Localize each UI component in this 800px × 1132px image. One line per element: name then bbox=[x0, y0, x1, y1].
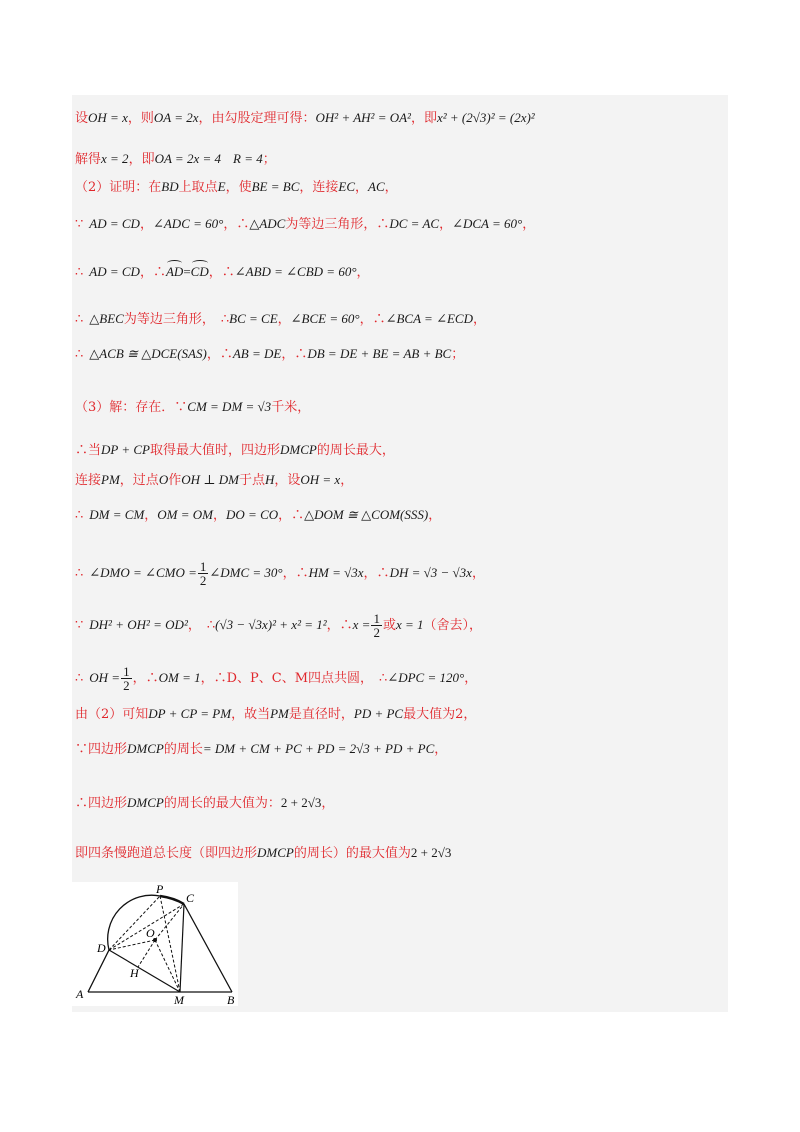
fraction-half bbox=[371, 612, 382, 639]
therefore-symbol: ∴ bbox=[75, 347, 84, 362]
text: ，∴ bbox=[359, 312, 386, 327]
math: BC = CE bbox=[229, 311, 278, 326]
label-h: H bbox=[130, 966, 139, 980]
math: PM bbox=[270, 706, 289, 721]
numerator: 1 bbox=[199, 559, 207, 574]
text: ，∴ bbox=[206, 347, 233, 362]
text: 千米， bbox=[271, 400, 311, 415]
line-12 bbox=[75, 560, 485, 587]
text: ， bbox=[522, 217, 536, 232]
text: 即四条慢跑道总长度（即四边形 bbox=[75, 846, 258, 861]
text: ， bbox=[471, 566, 485, 581]
line-11 bbox=[75, 506, 441, 525]
math: DM = CM bbox=[89, 507, 145, 522]
label-c: C bbox=[186, 891, 195, 905]
math: DMCP bbox=[257, 845, 294, 860]
text: 的周长）的最大值为 bbox=[293, 846, 411, 861]
therefore-symbol: ∴ bbox=[75, 671, 84, 686]
line-3 bbox=[75, 178, 398, 197]
line-2 bbox=[75, 150, 276, 169]
text: ； bbox=[451, 347, 465, 362]
line-15 bbox=[75, 705, 476, 724]
math: BE = BC bbox=[251, 179, 300, 194]
math: EC bbox=[338, 179, 356, 194]
text: ； bbox=[262, 152, 276, 167]
text: ，即 bbox=[128, 152, 155, 167]
line-10 bbox=[75, 471, 353, 490]
text: 由（2）可知 bbox=[75, 707, 149, 722]
text: 的周长 bbox=[163, 742, 203, 757]
fraction-half bbox=[198, 560, 209, 587]
text: 最大值为2， bbox=[403, 707, 477, 722]
numerator: 1 bbox=[123, 664, 130, 679]
math: = bbox=[183, 264, 191, 279]
text: ，∴ bbox=[278, 508, 305, 523]
math: x = bbox=[352, 617, 371, 632]
math: 2 + 2√3 bbox=[410, 845, 452, 860]
math: OM = 1 bbox=[158, 670, 201, 685]
line-8 bbox=[75, 398, 310, 417]
because-symbol: ∵ bbox=[75, 217, 84, 232]
text: ∴ bbox=[220, 312, 230, 327]
math: △DOM ≅ △COM(SSS) bbox=[304, 507, 429, 522]
text: ，∴ bbox=[139, 265, 166, 280]
math: OM = OM bbox=[157, 507, 214, 522]
math: DC = AC bbox=[389, 216, 440, 231]
text: ，∴ bbox=[326, 618, 353, 633]
text: 解得 bbox=[75, 152, 102, 167]
math: DMCP bbox=[127, 741, 164, 756]
label-d: D bbox=[97, 941, 106, 955]
text: ，∴ bbox=[223, 217, 250, 232]
math: (√3 − √3x)² + x² = 1² bbox=[215, 617, 327, 632]
text: ，∴ bbox=[282, 566, 309, 581]
line-14 bbox=[75, 665, 477, 692]
line-13 bbox=[75, 612, 482, 639]
math: DMCP bbox=[127, 795, 164, 810]
math: x = 1 bbox=[395, 617, 424, 632]
line-5 bbox=[75, 263, 370, 282]
text: ，∴ bbox=[363, 566, 390, 581]
text: ， bbox=[472, 312, 486, 327]
line-7 bbox=[75, 345, 464, 364]
label-m: M bbox=[174, 993, 184, 1006]
label-p: P bbox=[156, 882, 164, 896]
math: OH = x bbox=[88, 110, 128, 125]
math: ∠BCE = 60° bbox=[290, 311, 360, 326]
text: （舍去）， bbox=[423, 618, 483, 633]
text: （3）解：存在．∵ bbox=[75, 400, 188, 415]
math: OA = 2x bbox=[153, 110, 199, 125]
math: PM bbox=[101, 472, 120, 487]
text: 于点 bbox=[238, 473, 265, 488]
math: CM = DM = √3 bbox=[187, 399, 272, 414]
text: 或 bbox=[382, 618, 396, 633]
geometry-figure bbox=[72, 882, 238, 1006]
math: OH = bbox=[89, 670, 121, 685]
text: （2）证明：在 bbox=[75, 180, 162, 195]
text: ， bbox=[139, 217, 153, 232]
text: ，∴D、P、C、M四点共圆， bbox=[200, 671, 374, 686]
text: ∴ bbox=[379, 671, 388, 686]
math: OH ⊥ DM bbox=[181, 472, 239, 487]
math: DB = DE + BE = AB + BC bbox=[307, 346, 452, 361]
therefore-symbol: ∴ bbox=[75, 265, 84, 280]
text: 取得最大值时，四边形 bbox=[150, 443, 281, 458]
math: x² + (2√3)² = (2x)² bbox=[436, 110, 535, 125]
math: ∠DMO = ∠CMO = bbox=[89, 565, 197, 580]
text: ，即 bbox=[410, 111, 437, 126]
line-6 bbox=[75, 310, 486, 329]
text: 的周长最大， bbox=[316, 443, 395, 458]
text: ∴ bbox=[206, 618, 216, 633]
text: 设 bbox=[75, 111, 89, 126]
text: 的周长的最大值为： bbox=[163, 796, 281, 811]
text: 为等边三角形， bbox=[123, 312, 215, 327]
text: ， bbox=[356, 265, 370, 280]
therefore-symbol: ∴ bbox=[75, 566, 84, 581]
text: ， bbox=[439, 217, 453, 232]
text: ， bbox=[384, 180, 398, 195]
math: AD = CD bbox=[89, 216, 140, 231]
math: △BEC bbox=[89, 311, 124, 326]
arc-cd: CD bbox=[190, 264, 209, 279]
text: ， bbox=[340, 473, 354, 488]
text: ， bbox=[277, 312, 291, 327]
text: ，则 bbox=[127, 111, 154, 126]
geometry-diagram bbox=[72, 882, 238, 1006]
math: H bbox=[264, 472, 275, 487]
math: DP + CP bbox=[101, 442, 150, 457]
text: ， bbox=[355, 180, 369, 195]
text: 为等边三角形，∴ bbox=[285, 217, 390, 232]
math: DH² + OH² = OD² bbox=[89, 617, 188, 632]
math: DP + CP = PM bbox=[148, 706, 232, 721]
math: R = 4 bbox=[233, 151, 263, 166]
math: OH² + AH² = OA² bbox=[315, 110, 411, 125]
math: = DM + CM + PC + PD = 2√3 + PD + PC bbox=[202, 741, 435, 756]
denominator: 2 bbox=[199, 573, 207, 588]
text: 上取点 bbox=[178, 180, 218, 195]
line-4 bbox=[75, 215, 535, 234]
therefore-symbol: ∴ bbox=[75, 312, 84, 327]
line-18 bbox=[75, 844, 451, 863]
math: E bbox=[217, 179, 226, 194]
line-16 bbox=[75, 740, 447, 759]
math: PD + PC bbox=[353, 706, 404, 721]
math: HM = √3x bbox=[308, 565, 364, 580]
math: ∠BCA = ∠ECD bbox=[385, 311, 473, 326]
denominator: 2 bbox=[373, 625, 380, 640]
text: ，设 bbox=[274, 473, 301, 488]
math: AC bbox=[368, 179, 385, 194]
text: ∴四边形 bbox=[75, 796, 128, 811]
arc-ad: AD bbox=[165, 264, 184, 279]
math: BD bbox=[161, 179, 179, 194]
text: ∵四边形 bbox=[75, 742, 128, 757]
text: ∴当 bbox=[75, 443, 102, 458]
text: ， bbox=[434, 742, 448, 757]
line-1 bbox=[75, 109, 535, 128]
numerator: 1 bbox=[373, 611, 380, 626]
text: 作 bbox=[168, 473, 182, 488]
text: ， bbox=[428, 508, 442, 523]
label-a: A bbox=[76, 987, 84, 1001]
math: ∠ABD = ∠CBD = 60° bbox=[234, 264, 357, 279]
text: ，使 bbox=[225, 180, 252, 195]
math: OH = x bbox=[300, 472, 341, 487]
text: ， bbox=[187, 618, 201, 633]
text: ， bbox=[144, 508, 158, 523]
math: △ADC bbox=[249, 216, 286, 231]
because-symbol: ∵ bbox=[75, 618, 84, 633]
math: ∠DMC = 30° bbox=[209, 565, 283, 580]
fraction-half bbox=[121, 665, 132, 692]
math: DH = √3 − √3x bbox=[389, 565, 472, 580]
text: ，连接 bbox=[299, 180, 339, 195]
text: ，故当 bbox=[231, 707, 271, 722]
text: ， bbox=[464, 671, 478, 686]
math: ∠DPC = 120° bbox=[387, 670, 465, 685]
math: O bbox=[158, 472, 169, 487]
text: 连接 bbox=[75, 473, 102, 488]
math: OA = 2x = 4 bbox=[154, 151, 221, 166]
label-b: B bbox=[227, 993, 235, 1006]
text: ，∴ bbox=[281, 347, 308, 362]
text: ，∴ bbox=[208, 265, 235, 280]
math: △ACB ≅ △DCE(SAS) bbox=[89, 346, 207, 361]
text: ， bbox=[213, 508, 227, 523]
line-17 bbox=[75, 794, 334, 813]
therefore-symbol: ∴ bbox=[75, 508, 84, 523]
text: ， bbox=[321, 796, 335, 811]
math: AD = CD bbox=[89, 264, 140, 279]
math: AB = DE bbox=[232, 346, 282, 361]
math: DO = CO bbox=[226, 507, 279, 522]
math: ∠DCA = 60° bbox=[452, 216, 523, 231]
math: ∠ADC = 60° bbox=[152, 216, 224, 231]
math: x = 2 bbox=[101, 151, 129, 166]
denominator: 2 bbox=[123, 678, 130, 693]
text: 是直径时， bbox=[288, 707, 354, 722]
text: ，∴ bbox=[132, 671, 159, 686]
math: 2 + 2√3 bbox=[280, 795, 322, 810]
line-9 bbox=[75, 441, 395, 460]
label-o: O bbox=[146, 926, 155, 940]
text: ，由勾股定理可得： bbox=[198, 111, 316, 126]
math: DMCP bbox=[280, 442, 317, 457]
text: ，过点 bbox=[119, 473, 159, 488]
